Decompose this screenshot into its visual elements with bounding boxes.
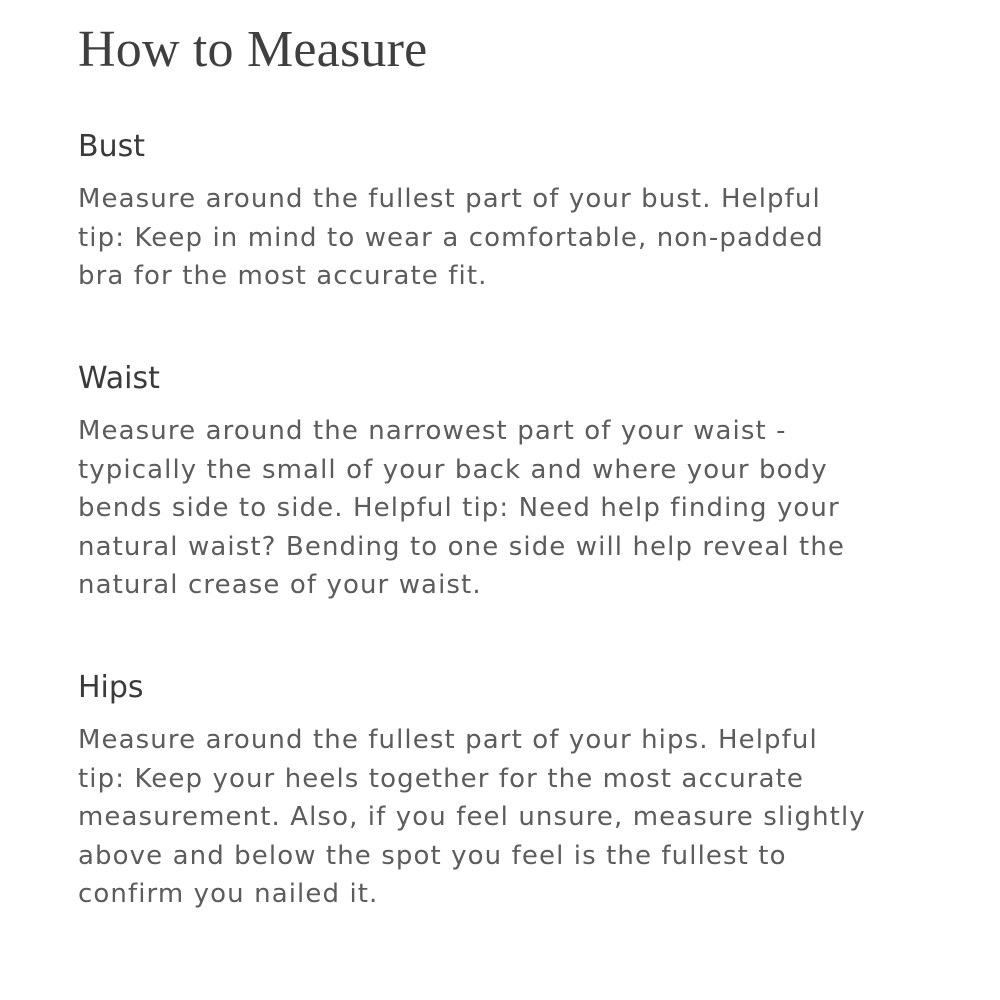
bust-description (78, 180, 938, 296)
hips-section (78, 669, 938, 914)
hips-description-line: above and below the spot you feel is the fullest to (78, 840, 787, 871)
bust-section (78, 128, 938, 296)
hips-description (78, 721, 938, 914)
waist-description-line: natural waist? Bending to one side will help reveal the (78, 531, 846, 562)
page-title: How to Measure (78, 21, 428, 78)
bust-description-line: Measure around the fullest part of your bust. Helpful (78, 184, 821, 214)
waist-description-line: Measure around the narrowest part of your waist - (78, 416, 787, 446)
waist-description-line: bends side to side. Helpful tip: Need help finding your (78, 493, 840, 523)
waist-section (78, 360, 938, 605)
bust-description-line: bra for the most accurate fit. (78, 261, 488, 291)
hips-description-line: tip: Keep your heels together for the most accurate (78, 763, 805, 794)
bust-heading: Bust (78, 129, 145, 164)
hips-heading: Hips (78, 670, 144, 705)
hips-description-line: confirm you nailed it. (78, 879, 379, 909)
waist-description-line: typically the small of your back and where your body (78, 454, 828, 485)
waist-description-line: natural crease of your waist. (78, 570, 482, 600)
waist-description (78, 412, 938, 605)
hips-description-line: Measure around the fullest part of your hips. Helpful (78, 725, 818, 755)
hips-description-line: measurement. Also, if you feel unsure, measure slightly (78, 802, 866, 832)
bust-description-line: tip: Keep in mind to wear a comfortable, non-padded (78, 222, 824, 253)
waist-heading: Waist (78, 361, 160, 396)
